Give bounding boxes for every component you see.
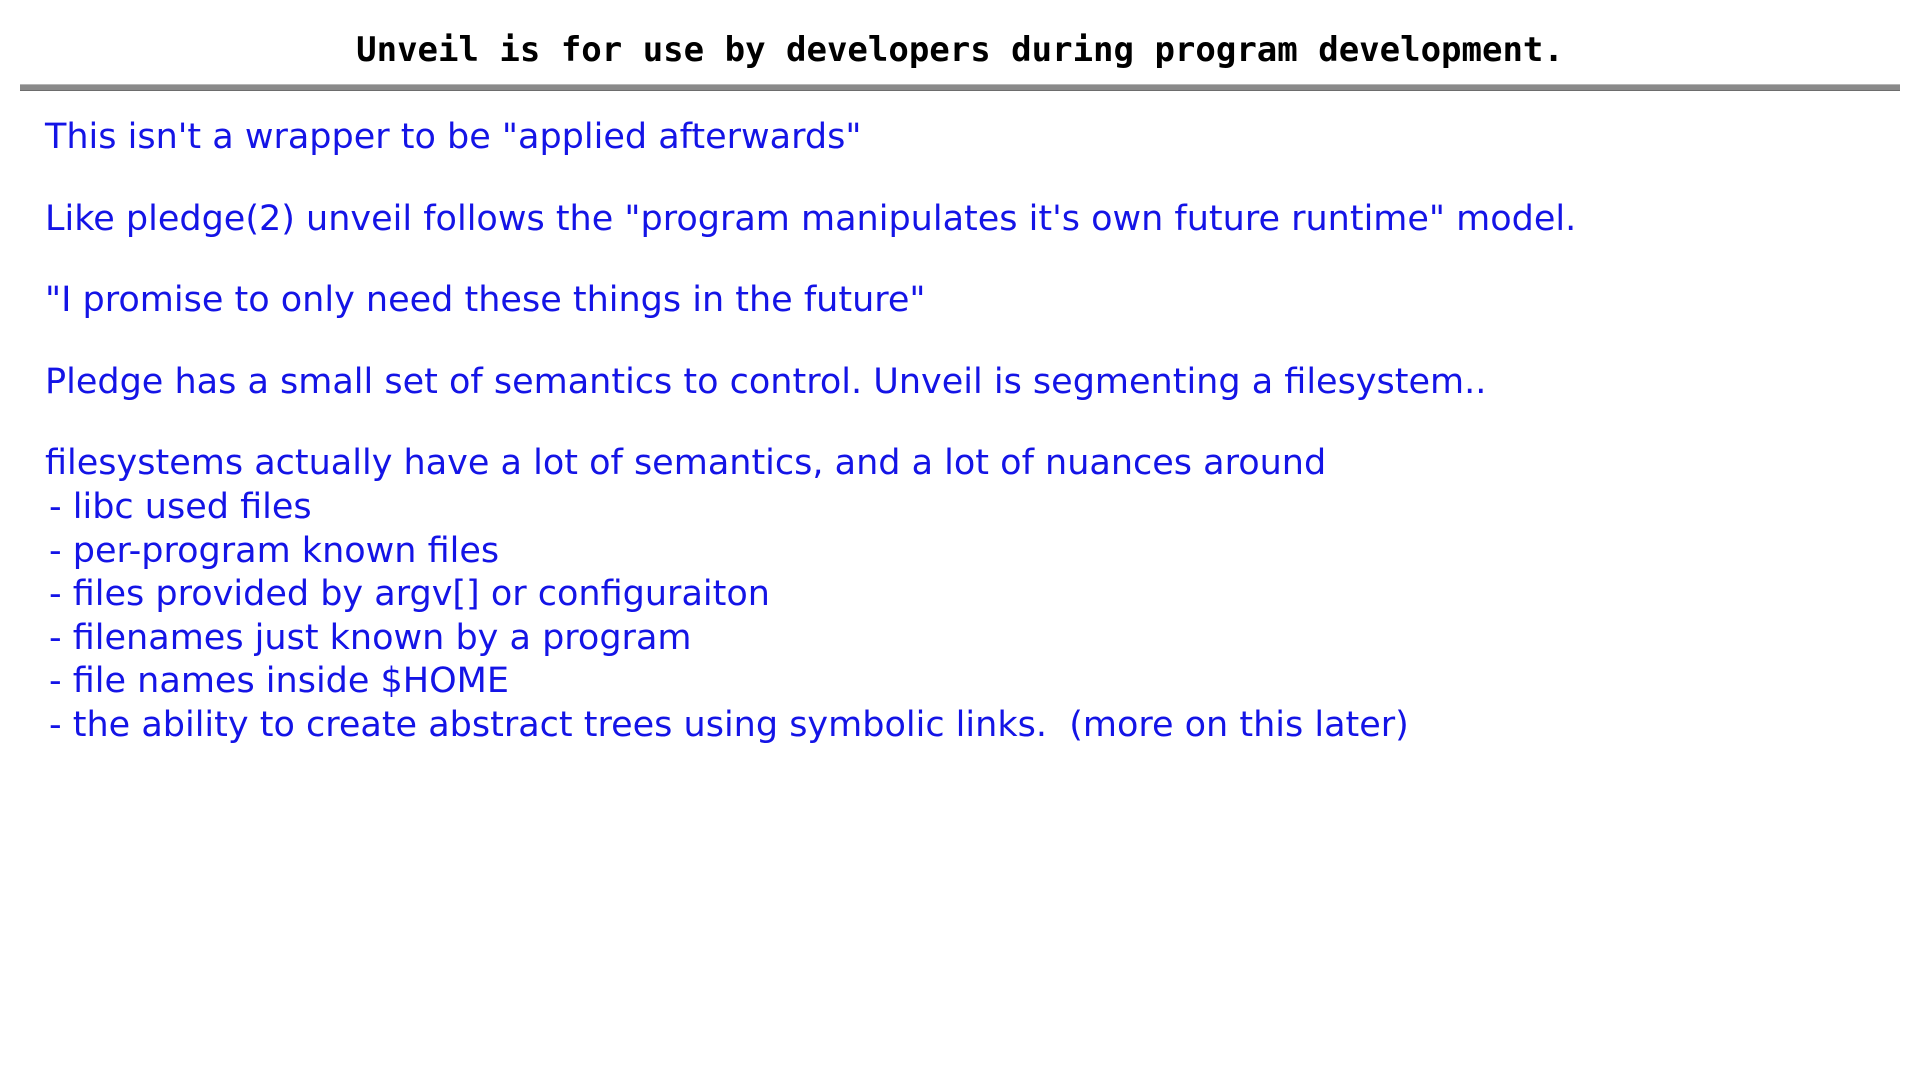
list-item: - libc used files — [49, 486, 312, 527]
list-item: - filenames just known by a program — [49, 617, 692, 658]
semantics-list — [45, 487, 1880, 746]
slide-body — [0, 91, 1920, 746]
list-intro: filesystems actually have a lot of semantics, and a lot of nuances around — [45, 443, 1327, 484]
paragraph-2: Like pledge(2) unveil follows the "program manipulates it's own future runtime" model. — [45, 198, 1577, 239]
list-item: - the ability to create abstract trees using symbolic links. (more on this later) — [49, 704, 1409, 745]
page-title: Unveil is for use by developers during program development. — [356, 30, 1564, 70]
list-item: - per-program known files — [49, 530, 500, 571]
list-item: - files provided by argv[] or configuraiton — [49, 574, 770, 615]
list-item: - file names inside $HOME — [49, 661, 509, 702]
title-divider — [20, 84, 1900, 91]
paragraph-3: "I promise to only need these things in the future" — [45, 280, 926, 321]
filesystem-semantics-block — [45, 443, 1880, 745]
paragraph-4: Pledge has a small set of semantics to control. Unveil is segmenting a filesystem.. — [45, 361, 1487, 402]
paragraph-1: This isn't a wrapper to be "applied afterwards" — [45, 117, 862, 157]
